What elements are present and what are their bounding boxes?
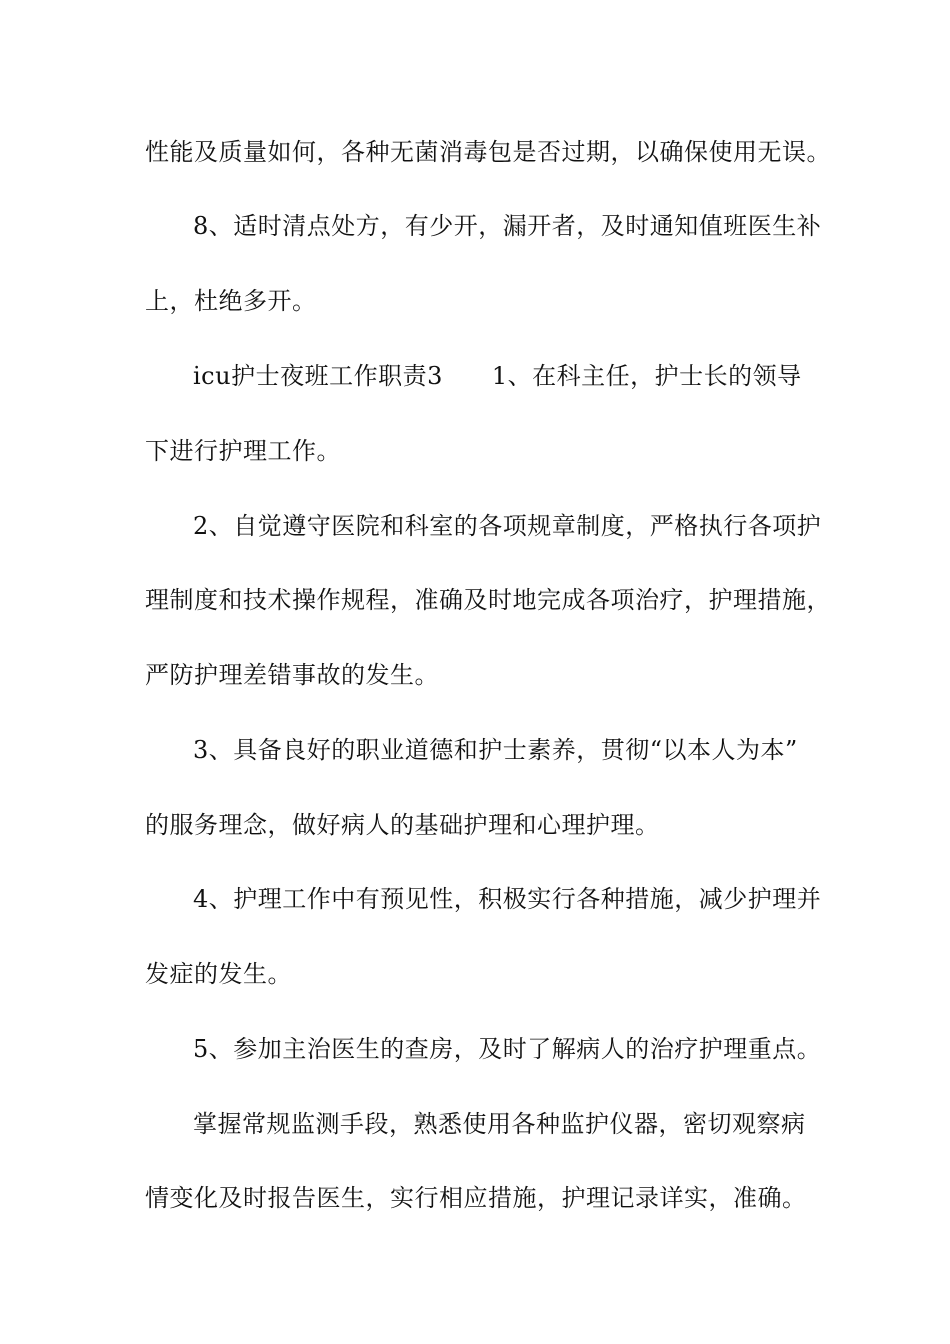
- text-line-8: 严防护理差错事故的发生。: [145, 661, 439, 689]
- text-line-1: 性能及质量如何，各种无菌消毒包是否过期，以确保使用无误。: [145, 138, 831, 166]
- text-line-15: 情变化及时报告医生，实行相应措施，护理记录详实，准确。: [145, 1184, 807, 1212]
- text-line-6: 2、自觉遵守医院和科室的各项规章制度，严格执行各项护: [193, 512, 822, 540]
- text-line-12: 发症的发生。: [145, 960, 292, 988]
- text-line-7: 理制度和技术操作规程，准确及时地完成各项治疗，护理措施，: [145, 586, 831, 614]
- text-line-11: 4、护理工作中有预见性，积极实行各种措施，减少护理并: [193, 885, 822, 913]
- text-line-10: 的服务理念，做好病人的基础护理和心理护理。: [145, 811, 660, 839]
- text-line-9: 3、具备良好的职业道德和护士素养，贯彻“以本人为本”: [193, 736, 798, 764]
- text-line-14: 掌握常规监测手段，熟悉使用各种监护仪器，密切观察病: [193, 1110, 806, 1138]
- text-line-2: 8、适时清点处方，有少开，漏开者，及时通知值班医生补: [193, 212, 822, 240]
- text-line-3: 上，杜绝多开。: [145, 287, 317, 315]
- text-line-5: 下进行护理工作。: [145, 437, 341, 465]
- text-line-4: icu护士夜班工作职责3 1、在科主任，护士长的领导: [193, 362, 802, 390]
- text-line-13: 5、参加主治医生的查房，及时了解病人的治疗护理重点。: [193, 1035, 822, 1063]
